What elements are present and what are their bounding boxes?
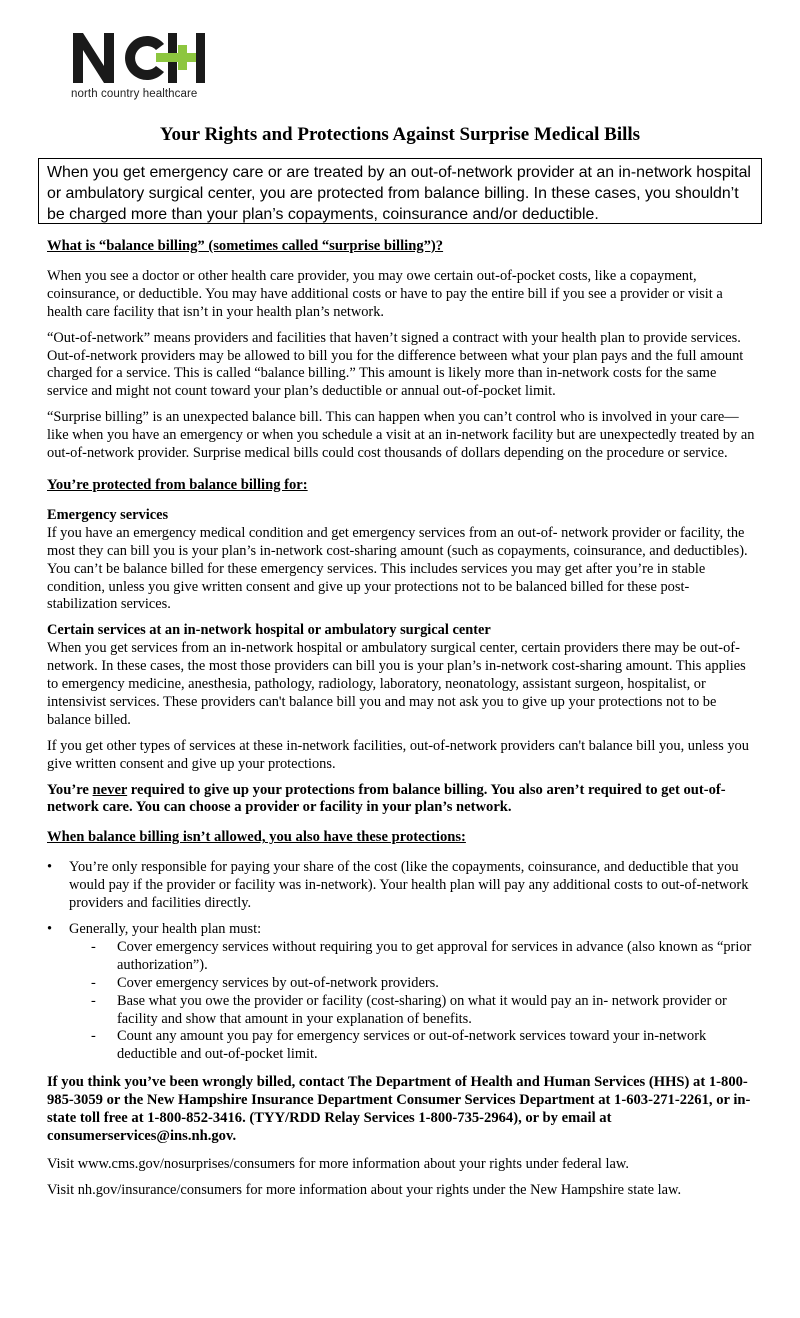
paragraph: “Out-of-network” means providers and facilities that haven’t signed a contract with your health plan to provide services. Out-of-network providers may be allowed to bill you for the difference between what your plan pays and the full amount charged for a service. This is called “balance billing.” This amount is likely more than in-network costs for the same service and might not count toward your plan’s deductible or annual out-of-pocket limit. bbox=[47, 329, 744, 400]
plan-requirements-list bbox=[47, 939, 757, 1064]
list-item bbox=[47, 859, 757, 913]
dash-marker: - bbox=[91, 974, 96, 991]
never-required-statement bbox=[47, 782, 757, 818]
list-item-text: Count any amount you pay for emergency services or out-of-network services toward your in-network deductible and out-of-pocket limit. bbox=[117, 1028, 707, 1063]
statement-text: required to give up your protections from balance billing. You also aren’t required to get out-of-network care. You can choose a provider or facility in your plan’s network. bbox=[47, 781, 726, 816]
subheading-emergency-services: Emergency services bbox=[47, 506, 169, 523]
paragraph: “Surprise billing” is an unexpected balance bill. This can happen when you can’t control who is involved in your care—like when you have an emergency or when you schedule a visit at an in-network facility but are unexpectedly treated by an out-of-network provider. Surprise medical bills could cost thousands of dollars depending on the procedure or service. bbox=[47, 409, 755, 462]
paragraph: When you see a doctor or other health care provider, you may owe certain out-of-pocket costs, like a copayment, coinsurance, or deductible. You may have additional costs or have to pay the entire bill if you see a provider or visit a health care facility that isn’t in your health plan’s network. bbox=[47, 267, 723, 320]
paragraph: If you have an emergency medical condition and get emergency services from an out-of- network provider or facility, the most they can bill you is your plan’s in-network cost-sharing amount (such as copayments, coinsurance, and deductibles). You can’t be balance billed for these emergency services. This includes services you may get after you’re in stable condition, unless you give written consent and give up your protections not to be balanced billed for these post-stabilization services. bbox=[47, 524, 748, 613]
bullet-marker: • bbox=[47, 921, 53, 937]
statement-text: You’re bbox=[47, 781, 93, 798]
in-network-services-block bbox=[47, 622, 757, 729]
logo-tagline: north country healthcare bbox=[71, 88, 198, 100]
section-heading-protected: You’re protected from balance billing for: bbox=[47, 476, 308, 493]
document-body bbox=[47, 238, 757, 1208]
section-heading-protections: When balance billing isn’t allowed, you also have these protections: bbox=[47, 829, 466, 846]
emphasis-never: never bbox=[92, 781, 128, 798]
list-item-text: Cover emergency services by out-of-network providers. bbox=[117, 974, 439, 991]
list-item-text: Generally, your health plan must: bbox=[69, 921, 262, 937]
dash-marker: - bbox=[91, 992, 96, 1009]
section-heading-balance-billing: What is “balance billing” (sometimes called “surprise billing”)? bbox=[47, 238, 444, 254]
list-item bbox=[47, 993, 757, 1029]
paragraph: If you get other types of services at these in-network facilities, out-of-network providers can't balance bill you, unless you give written consent and give up your protections. bbox=[47, 737, 749, 772]
dash-marker: - bbox=[91, 1028, 96, 1045]
page-title: Your Rights and Protections Against Surprise Medical Bills bbox=[159, 124, 641, 145]
nch-logo-mark bbox=[70, 28, 210, 86]
list-item bbox=[47, 921, 757, 939]
paragraph: When you get services from an in-network hospital or ambulatory surgical center, certain providers there may be out-of-network. In these cases, the most those providers can bill you is your plan’s in-network cost-sharing amount. This applies to emergency medicine, anesthesia, pathology, radiology, laboratory, neonatology, assistant surgeon, hospitalist, or intensivist services. These providers can't balance bill you and may not ask you to give up your protections not to be balance billed. bbox=[47, 640, 746, 728]
subheading-in-network-services: Certain services at an in-network hospital or ambulatory surgical center bbox=[47, 622, 491, 639]
federal-law-link-text: Visit www.cms.gov/nosurprises/consumers for more information about your rights under federal law. bbox=[47, 1155, 629, 1172]
list-item-text: Cover emergency services without requiring you to get approval for services in advance (also known as “prior authorization”). bbox=[117, 938, 752, 973]
contact-statement: If you think you’ve been wrongly billed, contact The Department of Health and Human Services (HHS) at 1-800-985-3059 or the New Hampshire Insurance Department Consumer Services Department at 1-603-271-2261, or in-state toll free at 1-800-852-3416. (TYY/RDD Relay Services 1-800-735-2964), or by email at consumerservices@ins.nh.gov. bbox=[47, 1074, 751, 1144]
list-item bbox=[47, 975, 757, 993]
nch-logo bbox=[70, 28, 220, 104]
list-item-text: Base what you owe the provider or facility (cost-sharing) on what it would pay an in- network provider or facility and show that amount in your explanation of benefits. bbox=[117, 992, 727, 1027]
summary-callout: When you get emergency care or are treated by an out-of-network provider at an in-network hospital or ambulatory surgical center, you are protected from balance billing. In these cases, you shouldn’t be charged more than your plan’s copayments, coinsurance and/or deductible. bbox=[38, 158, 762, 224]
bullet-marker: • bbox=[47, 859, 53, 876]
emergency-services-block bbox=[47, 507, 757, 614]
state-law-link-text: Visit nh.gov/insurance/consumers for more information about your rights under the New Hampshire state law. bbox=[47, 1181, 682, 1198]
list-item bbox=[47, 939, 757, 975]
dash-marker: - bbox=[91, 938, 96, 955]
list-item-text: You’re only responsible for paying your share of the cost (like the copayments, coinsurance, and deductible that you would pay if the provider or facility was in-network). Your health plan will pay any additional costs to out-of-network providers and facilities directly. bbox=[69, 859, 749, 912]
list-item bbox=[47, 1028, 757, 1064]
